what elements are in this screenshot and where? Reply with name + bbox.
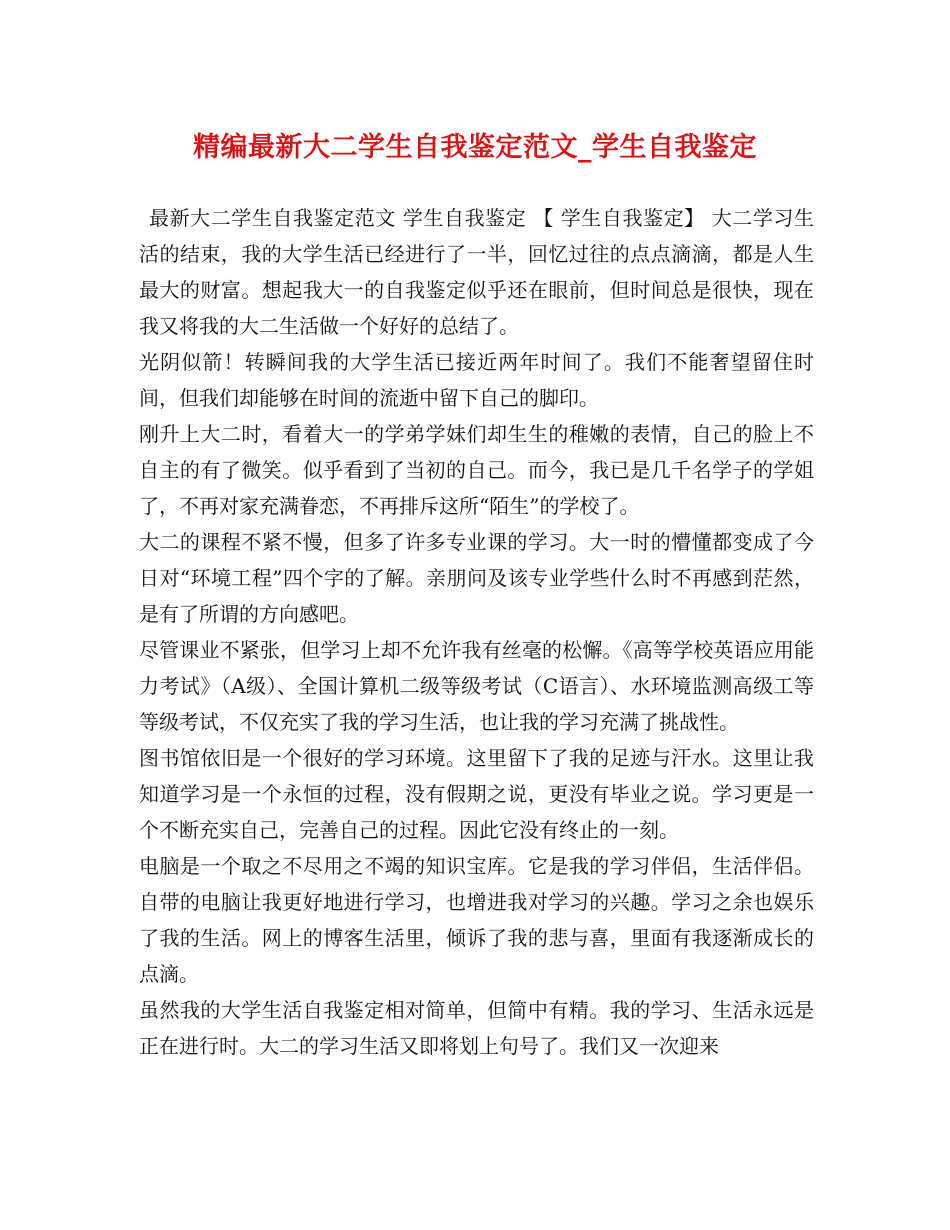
- paragraph-sophomore-start: 刚升上大二时，看着大一的学弟学妹们却生生的稚嫩的表情，自己的脸上不自主的有了微笑。似乎看到了当初的自己。而今，我已是几千名学子的学姐了，不再对家充满眷恋，不再排斥这所“陌生”的学校了。: [139, 422, 814, 518]
- paragraph-computer: 电脑是一个取之不尽用之不竭的知识宝库。它是我的学习伴侣，生活伴侣。自带的电脑让我更好地进行学习，也增进我对学习的兴趣。学习之余也娱乐了我的生活。网上的博客生活里，倾诉了我的悲与喜，里面有我逐渐成长的点滴。: [139, 854, 814, 986]
- document-title: 精编最新大二学生自我鉴定范文_学生自我鉴定: [193, 132, 757, 163]
- paragraph-library: 图书馆依旧是一个很好的学习环境。这里留下了我的足迹与汗水。这里让我知道学习是一个永恒的过程，没有假期之说，更没有毕业之说。学习更是一个不断充实自己，完善自己的过程。因此它没有终止的一刻。: [139, 746, 814, 842]
- document-body: [139, 200, 814, 1064]
- paragraph-exams: 尽管课业不紧张，但学习上却不允许我有丝毫的松懈。《高等学校英语应用能力考试》（A级）、全国计算机二级等级考试（C语言）、水环境监测高级工等等级考试，不仅充实了我的学习生活，也让我的学习充满了挑战性。: [139, 638, 814, 734]
- paragraph-courses: 大二的课程不紧不慢，但多了许多专业课的学习。大一时的懵懂都变成了今日对“环境工程”四个字的了解。亲朋问及该专业学些什么时不再感到茫然，是有了所谓的方向感吧。: [139, 530, 814, 626]
- paragraph-summary: 虽然我的大学生活自我鉴定相对简单，但简中有精。我的学习、生活永远是正在进行时。大二的学习生活又即将划上句号了。我们又一次迎来: [139, 998, 814, 1058]
- paragraph-intro: 最新大二学生自我鉴定范文 学生自我鉴定 【 学生自我鉴定】 大二学习生活的结束，我的大学生活已经进行了一半，回忆过往的点点滴滴，都是人生最大的财富。想起我大一的自我鉴定似乎还在眼前，但时间总是很快，现在我又将我的大二生活做一个好好的总结了。: [139, 206, 814, 338]
- paragraph-time: 光阴似箭！转瞬间我的大学生活已接近两年时间了。我们不能奢望留住时间，但我们却能够在时间的流逝中留下自己的脚印。: [139, 350, 814, 410]
